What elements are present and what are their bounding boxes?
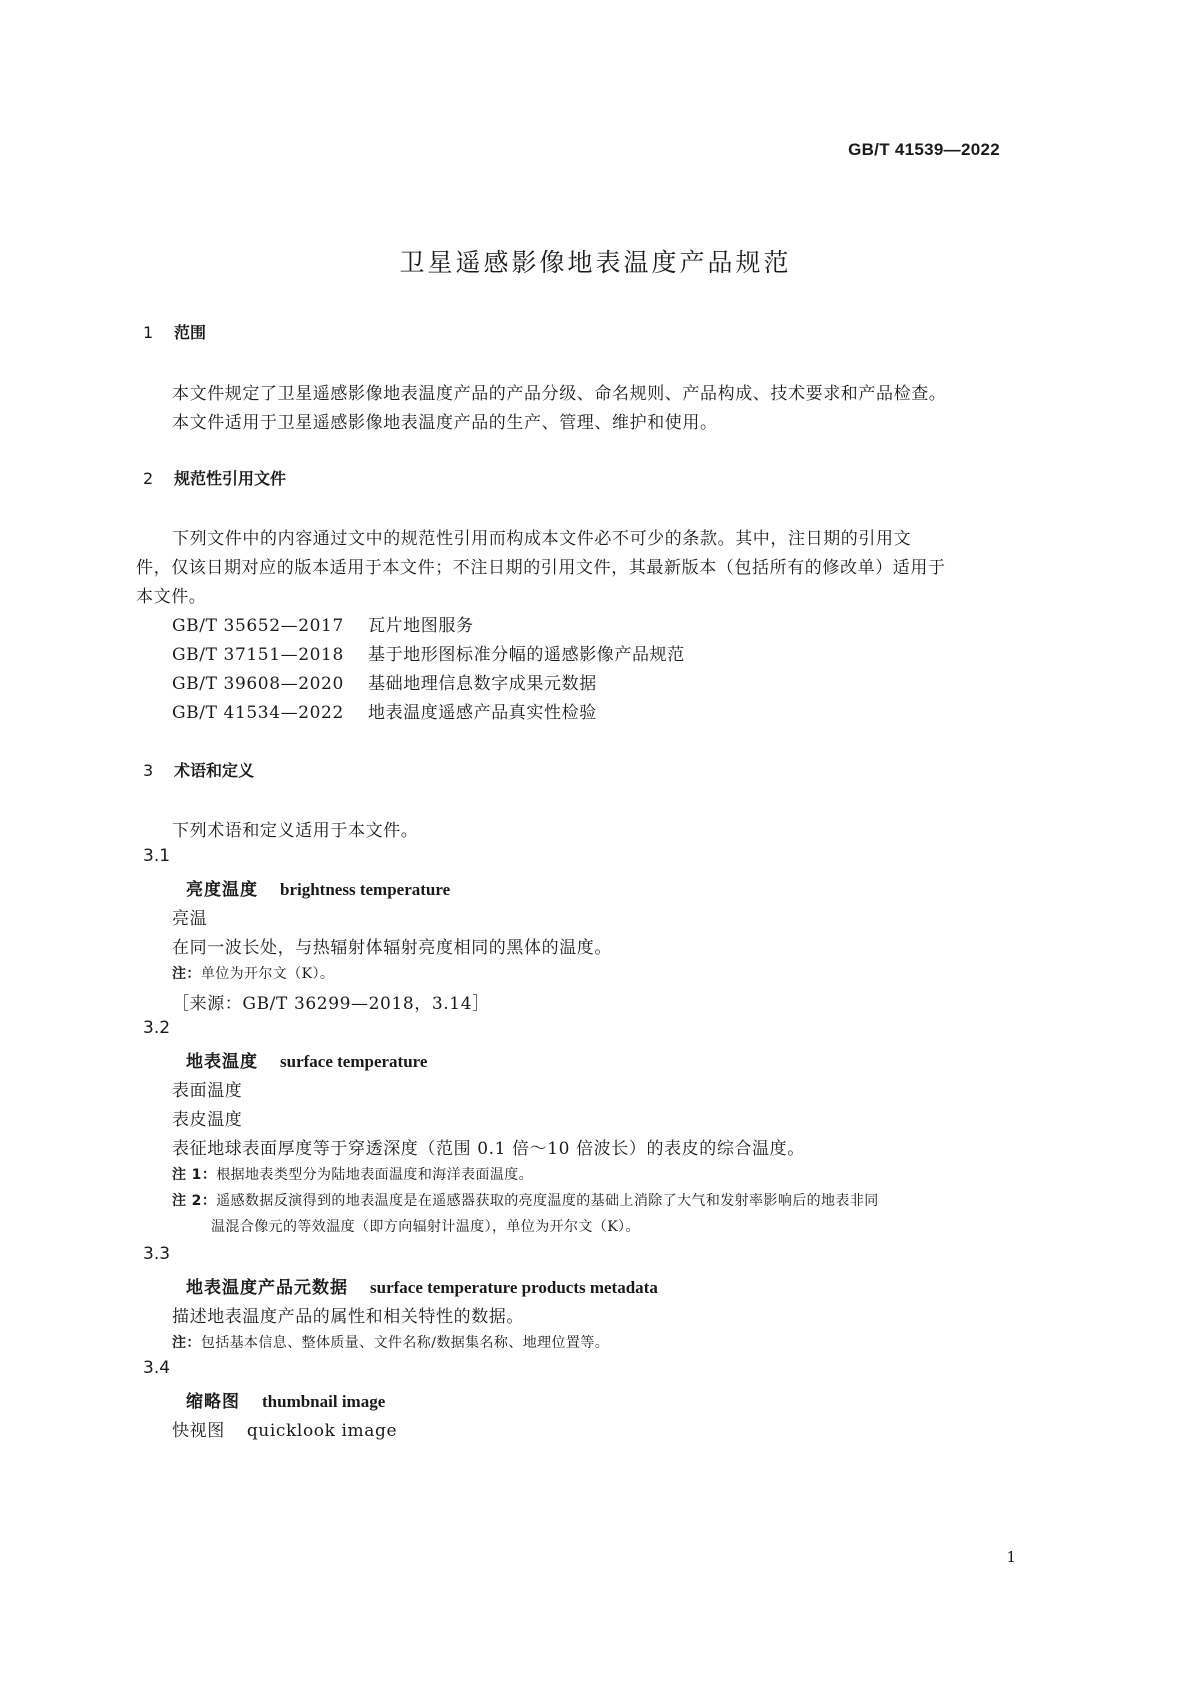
reference-item: [172, 611, 474, 636]
term-note: [172, 963, 334, 983]
term-synonym: 亮温: [172, 909, 208, 929]
scope-paragraph-2: 本文件适用于卫星遥感影像地表温度产品的生产、管理、维护和使用。: [172, 413, 718, 433]
reference-code: GB/T 35652—2017: [172, 616, 344, 636]
section-number: 2: [143, 469, 154, 488]
section-number: 1: [143, 323, 154, 342]
note-label: 注 2：: [172, 1193, 217, 1209]
term-chinese: 缩略图: [186, 1392, 240, 1412]
term-english: brightness temperature: [280, 880, 451, 899]
reference-item: [172, 640, 685, 665]
reference-item: [172, 698, 597, 723]
section-3-heading: [143, 758, 254, 781]
page-number: 1: [1006, 1548, 1016, 1566]
reference-title: 瓦片地图服务: [368, 616, 474, 636]
term-chinese: 地表温度产品元数据: [186, 1278, 348, 1298]
term-heading: [186, 875, 450, 900]
standard-code: GB/T 41539—2022: [848, 140, 1000, 159]
reference-code: GB/T 37151—2018: [172, 645, 344, 665]
alt-term-english: quicklook image: [246, 1421, 398, 1441]
note-text: 根据地表类型分为陆地表面温度和海洋表面温度。: [216, 1167, 534, 1183]
section-title: 术语和定义: [174, 761, 255, 780]
term-source: ［来源：GB/T 36299—2018，3.14］: [172, 994, 490, 1014]
note-text: 遥感数据反演得到的地表温度是在遥感器获取的亮度温度的基础上消除了大气和发射率影响后的地表非同: [216, 1193, 879, 1209]
term-definition: 描述地表温度产品的属性和相关特性的数据。: [172, 1307, 524, 1327]
term-note-continuation: 温混合像元的等效温度（即方向辐射计温度），单位为开尔文（K）。: [211, 1219, 640, 1235]
reference-title: 基础地理信息数字成果元数据: [368, 674, 597, 694]
reference-title: 基于地形图标准分幅的遥感影像产品规范: [368, 645, 685, 665]
note-text: 包括基本信息、整体质量、文件名称/数据集名称、地理位置等。: [200, 1335, 610, 1351]
term-english: surface temperature: [280, 1052, 428, 1071]
section-1-heading: [143, 320, 206, 343]
note-label: 注 1：: [172, 1167, 217, 1183]
normative-paragraph-line-2: 件，仅该日期对应的版本适用于本文件；不注日期的引用文件，其最新版本（包括所有的修改单）适用于: [136, 558, 946, 578]
term-note: [172, 1164, 533, 1184]
note-text: 单位为开尔文（K）。: [200, 966, 335, 982]
reference-code: GB/T 39608—2020: [172, 674, 344, 694]
reference-code: GB/T 41534—2022: [172, 703, 344, 723]
term-number: 3.3: [143, 1244, 171, 1264]
term-note: [172, 1190, 879, 1210]
term-alternative: [172, 1416, 397, 1441]
term-number: 3.1: [143, 846, 171, 866]
section-number: 3: [143, 761, 154, 780]
term-number: 3.2: [143, 1018, 171, 1038]
term-definition: 在同一波长处，与热辐射体辐射亮度相同的黑体的温度。: [172, 938, 612, 958]
term-chinese: 地表温度: [186, 1052, 258, 1072]
normative-paragraph-line-1: 下列文件中的内容通过文中的规范性引用而构成本文件必不可少的条款。其中，注日期的引用文: [172, 529, 912, 549]
term-note: [172, 1332, 609, 1352]
document-title: 卫星遥感影像地表温度产品规范: [399, 248, 792, 277]
term-english: thumbnail image: [262, 1392, 386, 1411]
term-heading: [186, 1273, 658, 1298]
section-2-heading: [143, 466, 286, 489]
term-english: surface temperature products metadata: [370, 1278, 658, 1297]
terms-intro: 下列术语和定义适用于本文件。: [172, 821, 419, 841]
term-synonym: 表面温度: [172, 1081, 243, 1101]
reference-title: 地表温度遥感产品真实性检验: [368, 703, 597, 723]
note-label: 注：: [172, 1335, 201, 1351]
reference-item: [172, 669, 597, 694]
normative-paragraph-line-3: 本文件。: [136, 587, 207, 607]
section-title: 规范性引用文件: [174, 469, 287, 488]
section-title: 范围: [174, 323, 207, 342]
alt-term-chinese: 快视图: [172, 1421, 225, 1441]
term-synonym: 表皮温度: [172, 1110, 243, 1130]
term-heading: [186, 1047, 427, 1072]
term-heading: [186, 1387, 385, 1412]
term-definition: 表征地球表面厚度等于穿透深度（范围 0.1 倍～10 倍波长）的表皮的综合温度。: [172, 1139, 805, 1159]
note-label: 注：: [172, 966, 201, 982]
scope-paragraph-1: 本文件规定了卫星遥感影像地表温度产品的产品分级、命名规则、产品构成、技术要求和产品检查。: [172, 384, 947, 404]
term-number: 3.4: [143, 1358, 171, 1378]
term-chinese: 亮度温度: [186, 880, 258, 900]
